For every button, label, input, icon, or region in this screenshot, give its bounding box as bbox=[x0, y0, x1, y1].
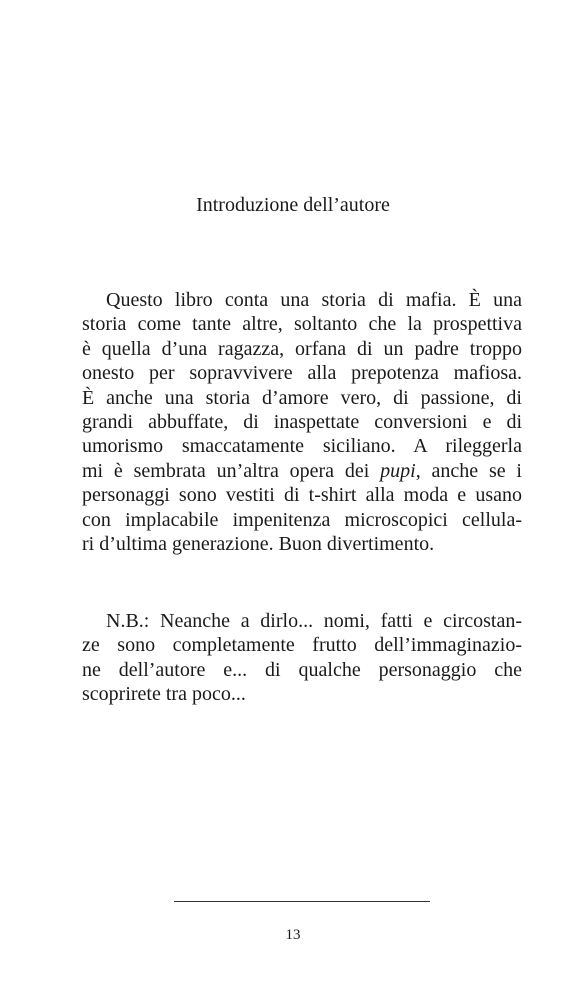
text-line: personaggi sono vestiti di t-shirt alla moda e usano bbox=[82, 484, 522, 507]
paragraph-intro bbox=[82, 288, 522, 556]
italic-word: pupi bbox=[380, 459, 416, 482]
text-line: umorismo smaccatamente siciliano. A rileggerla bbox=[82, 435, 522, 458]
text-line: N.B.: Neanche a dirlo... nomi, fatti e circostan- bbox=[106, 610, 522, 632]
text-line: Questo libro conta una storia di mafia. È una bbox=[106, 289, 522, 311]
text-line: ze sono completamente frutto dell’immaginazio- bbox=[82, 634, 522, 657]
text-line: mi è sembrata un’altra opera dei pupi, anche se i bbox=[82, 459, 522, 482]
paragraph-note bbox=[82, 609, 522, 707]
text-line: storia come tante altre, soltanto che la prospettiva bbox=[82, 313, 522, 336]
text-line: con implacabile impenitenza microscopici cellula- bbox=[82, 508, 522, 531]
footer-rule bbox=[174, 901, 430, 902]
text-line: ne dell’autore e... di qualche personaggio che bbox=[82, 658, 522, 681]
page-number: 13 bbox=[285, 927, 301, 943]
chapter-title: Introduzione dell’autore bbox=[196, 194, 390, 216]
text-line: è quella d’una ragazza, orfana di un padre troppo bbox=[82, 337, 522, 360]
text-line: grandi abbuffate, di inaspettate conversioni e di bbox=[82, 411, 522, 434]
text-line: È anche una storia d’amore vero, di passione, di bbox=[82, 386, 522, 409]
text-line: scoprirete tra poco... bbox=[82, 683, 246, 706]
text-line: ri d’ultima generazione. Buon divertimento. bbox=[82, 533, 435, 556]
text-line: onesto per sopravvivere alla prepotenza mafiosa. bbox=[82, 362, 522, 385]
